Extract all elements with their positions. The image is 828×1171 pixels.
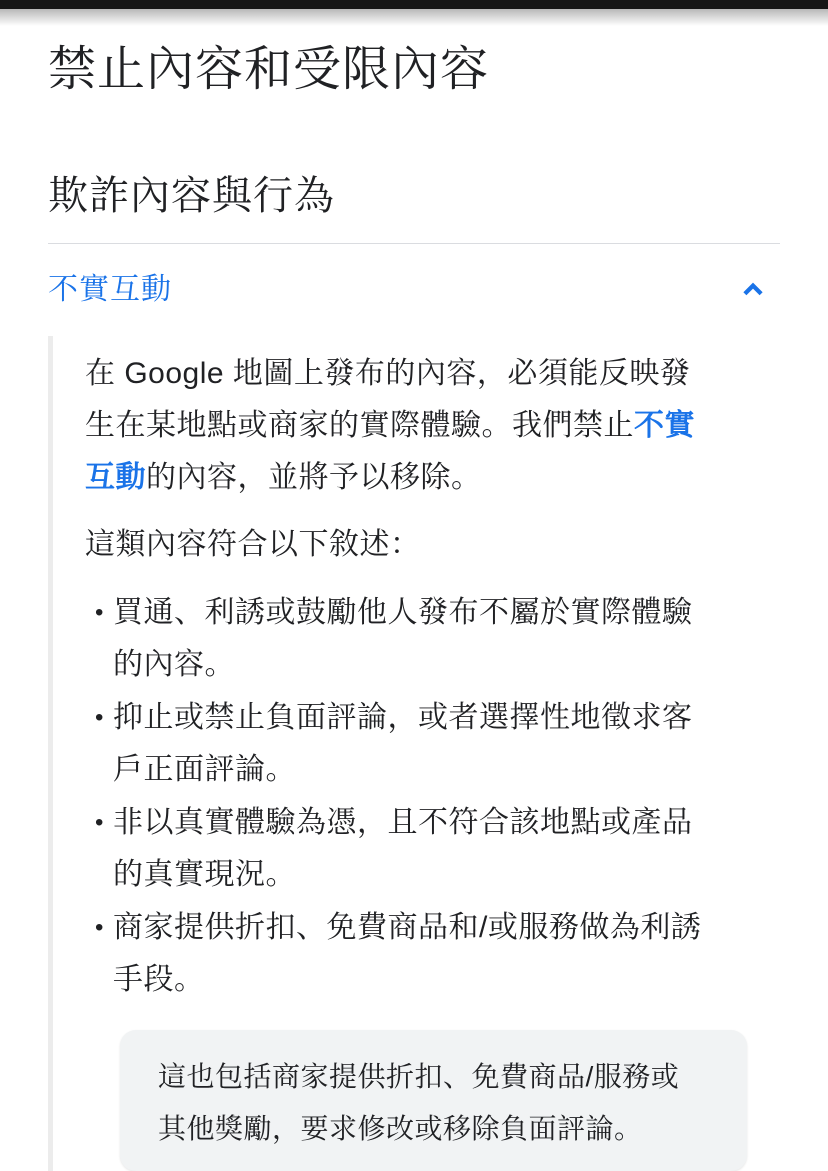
accordion-title-link[interactable]: 不實互動	[48, 273, 172, 306]
list-item: • 非以真實體驗為憑，且不符合該地點或產品的真實現況。	[85, 797, 705, 901]
criteria-list	[85, 587, 705, 1006]
note-box	[120, 1030, 747, 1171]
list-intro: 這類內容符合以下敘述：	[85, 528, 421, 561]
fake-engagement-inline-link[interactable]: 不實互動	[85, 409, 695, 494]
note-text: 這也包括商家提供折扣、免費商品/服務或其他獎勵，要求修改或移除負面評論。	[158, 1061, 680, 1144]
intro-text-pre: 在 Google 地圖上發布的內容，必須能反映發生在某地點或商家的實際體驗。我們禁止	[85, 357, 691, 442]
intro-text-post: 的內容，並將予以移除。	[146, 461, 482, 494]
list-item: • 抑止或禁止負面評論，或者選擇性地徵求客戶正面評論。	[85, 692, 705, 796]
chevron-up-icon[interactable]	[738, 275, 768, 305]
accordion-header-fake-engagement[interactable]	[48, 268, 780, 312]
section-divider	[48, 243, 780, 244]
page-title: 禁止內容和受限內容	[48, 43, 490, 96]
accordion-body	[48, 336, 780, 1171]
top-black-bar	[0, 0, 828, 9]
top-bar-shadow	[0, 9, 828, 26]
list-item: • 商家提供折扣、免費商品和/或服務做為利誘手段。	[85, 902, 705, 1006]
policy-page	[0, 40, 828, 1171]
list-item: • 買通、利誘或鼓勵他人發布不屬於實際體驗的內容。	[85, 587, 705, 691]
intro-paragraph	[85, 348, 705, 504]
section-title: 欺詐內容與行為	[48, 174, 335, 218]
